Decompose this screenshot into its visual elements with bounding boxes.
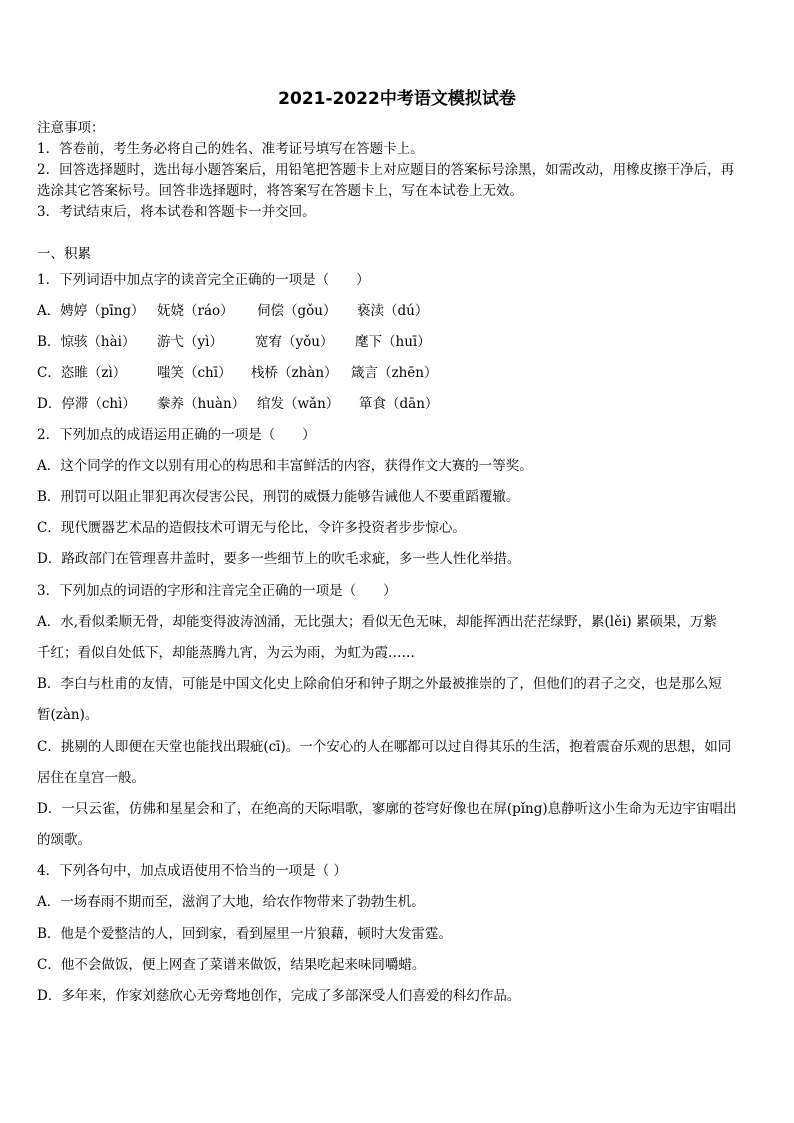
q1-a-term-3: 伺偿（gǒu） (257, 303, 337, 319)
q1-b-term-2: 游弋（yì） (157, 334, 223, 350)
q3-option-a-cont: 千红；看似自处低下，却能蒸腾九宵，为云为雨，为虹为霞…… (37, 645, 415, 661)
q1-b-term-3: 宽宥（yǒu） (255, 334, 334, 350)
q2-option-a: A．这个同学的作文以别有用心的构思和丰富鲜活的内容，获得作文大赛的一等奖。 (37, 458, 533, 474)
notice-item-3: 3．考试结束后，将本试卷和答题卡一并交回。 (37, 204, 316, 220)
q1-b-term-4: 麾下（huī） (355, 334, 431, 350)
q1-option-b (37, 332, 759, 352)
q3-option-d-cont: 的颂歌。 (37, 832, 91, 848)
notice-item-2: 2．回答选择题时，选出每小题答案后，用铅笔把答题卡上对应题目的答案标号涂黑，如需改动，用橡皮擦干净后，再 (37, 162, 735, 178)
q3-option-b-cont: 暂(zàn)。 (37, 707, 99, 723)
q1-c-term-1: C．恣睢（zì） (37, 365, 127, 381)
q1-d-term-4: 箪食（dān） (359, 396, 439, 412)
q1-c-term-4: 箴言（zhēn） (351, 365, 438, 381)
q1-option-c (37, 363, 759, 383)
q4-option-c: C．他不会做饭，便上网查了菜谱来做饭，结果吃起来味同嚼蜡。 (37, 957, 426, 973)
q4-stem: 4．下列各句中，加点成语使用不恰当的一项是（ ） (37, 863, 347, 879)
q3-stem: 3．下列加点的词语的字形和注音完全正确的一项是（ ） (37, 583, 397, 599)
section-heading: 一、积累 (37, 246, 91, 262)
q1-a-term-4: 亵渎（dú） (357, 303, 429, 319)
q2-stem: 2．下列加点的成语运用正确的一项是（ ） (37, 427, 316, 443)
q3-option-d: D．一只云雀，仿佛和星星会和了，在绝高的天际唱歌，寥廓的苍穹好像也在屏(pǐng)息静听这小生命为无边宇宙唱出 (37, 801, 737, 817)
q3-option-a: A．水,看似柔顺无骨，却能变得波涛汹涌，无比强大；看似无色无味，却能挥洒出茫茫绿野，累(lěi) 累硕果，万紫 (37, 614, 717, 630)
q4-option-d: D．多年来，作家刘慈欣心无旁骛地创作，完成了多部深受人们喜爱的科幻作品。 (37, 988, 521, 1004)
q4-option-a: A．一场春雨不期而至，滋润了大地，给农作物带来了勃勃生机。 (37, 894, 425, 910)
q3-option-b: B．李白与杜甫的友情，可能是中国文化史上除俞伯牙和钟子期之外最被推崇的了，但他们的君子之交，也是那么短 (37, 676, 722, 692)
q1-c-term-3: 栈桥（zhàn） (251, 365, 338, 381)
notice-heading: 注意事项： (37, 120, 105, 136)
q1-d-term-2: 豢养（huàn） (157, 396, 246, 412)
q3-option-c: C．挑剔的人即便在天堂也能找出瑕疵(cī)。一个安心的人在哪都可以过自得其乐的生活，抱着震奋乐观的思想，如同 (37, 739, 732, 755)
exam-title: 2021-2022中考语文模拟试卷 (278, 89, 516, 109)
notice-item-1: 1．答卷前，考生务必将自己的姓名、准考证号填写在答题卡上。 (37, 141, 424, 157)
q1-stem: 1．下列词语中加点字的读音完全正确的一项是（ ） (37, 272, 370, 288)
q4-option-b: B．他是个爱整洁的人，回到家，看到屋里一片狼藉，顿时大发雷霆。 (37, 926, 452, 942)
q1-d-term-3: 绾发（wǎn） (257, 396, 340, 412)
q1-option-d (37, 394, 759, 414)
q2-option-c: C．现代赝器艺术品的造假技术可谓无与伦比，令许多投资者步步惊心。 (37, 520, 466, 536)
q1-c-term-2: 嗤笑（chī） (157, 365, 232, 381)
q1-d-term-1: D．停滞（chì） (37, 396, 136, 412)
q1-a-term-2: 妩娆（ráo） (157, 303, 234, 319)
q1-b-term-1: B．惊骇（hài） (37, 334, 136, 350)
q1-a-term-1: A．娉婷（pīng） (37, 303, 145, 319)
notice-item-2-cont: 选涂其它答案标号。回答非选择题时，将答案写在答题卡上，写在本试卷上无效。 (37, 183, 523, 199)
q3-option-c-cont: 居住在皇宫一般。 (37, 770, 145, 786)
q2-option-d: D．路政部门在管理喜井盖时，要多一些细节上的吹毛求疵，多一些人性化举措。 (37, 551, 521, 567)
q1-option-a (37, 301, 759, 321)
q2-option-b: B．刑罚可以阻止罪犯再次侵害公民，刑罚的威慑力能够告诫他人不要重蹈覆辙。 (37, 489, 520, 505)
